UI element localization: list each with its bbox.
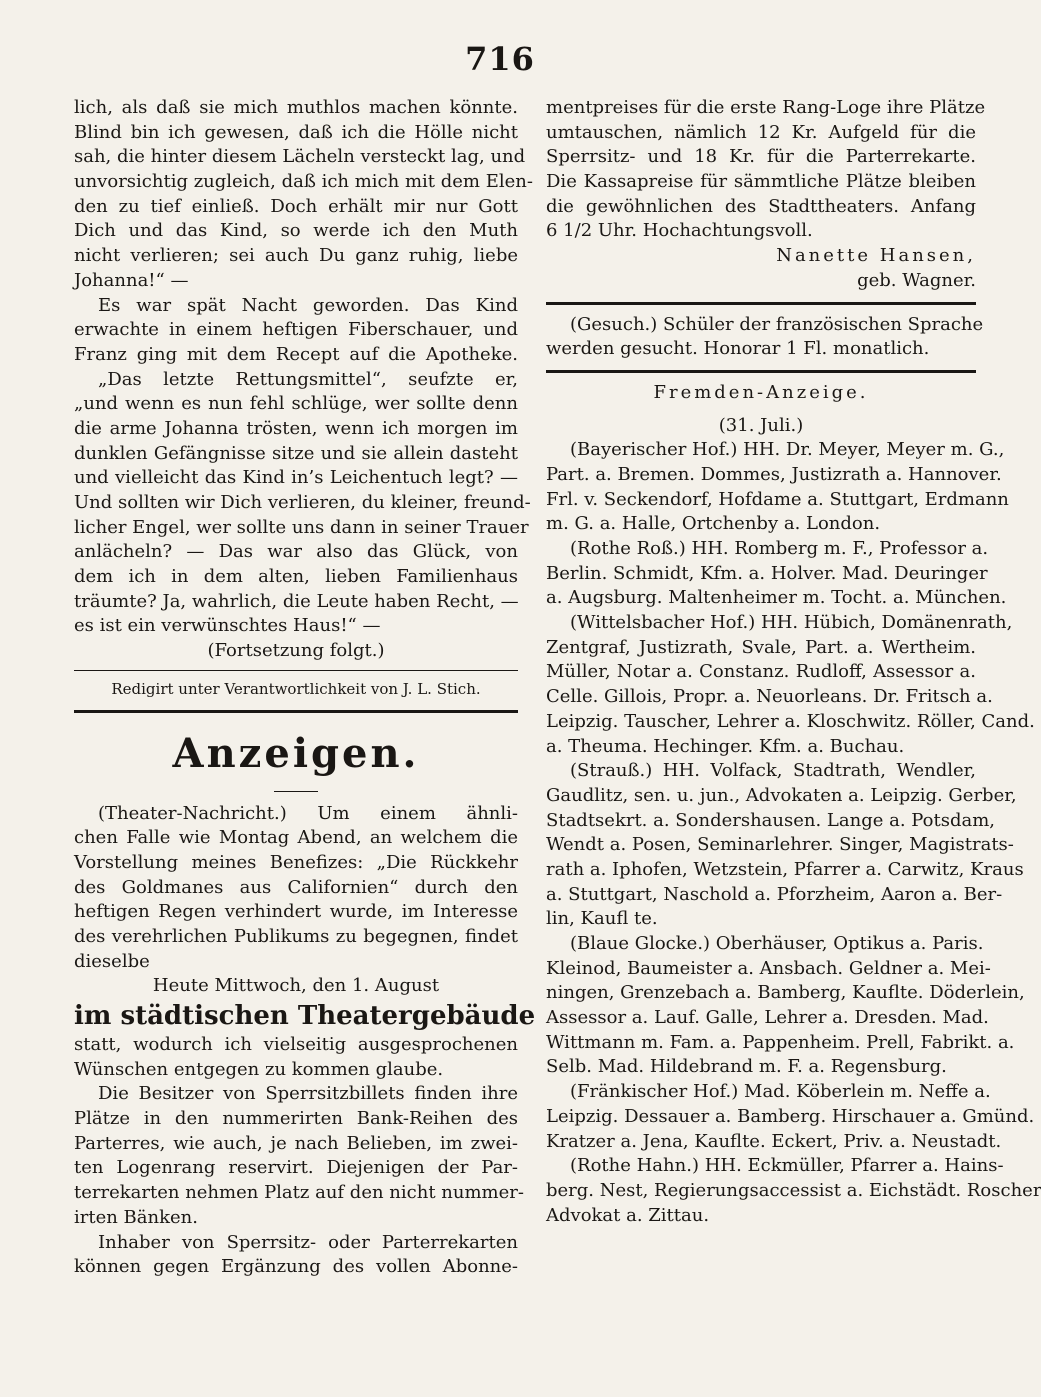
- story-text: [74, 96, 533, 664]
- story-line: lich, als daß sie mich muthlos machen könnte.: [74, 97, 518, 118]
- theater-line: chen Falle wie Montag Abend, an welchem die: [74, 827, 518, 849]
- fremden-line: a. Stuttgart, Naschold a. Pforzheim, Aaron a. Ber-: [546, 883, 1003, 905]
- ads-heading: Anzeigen.: [172, 729, 420, 777]
- divider: [546, 302, 976, 305]
- fremden-line: Kratzer a. Jena, Kauflte. Eckert, Priv. a. Neustadt.: [546, 1130, 1002, 1152]
- story-line: nicht verlieren; sei auch Du ganz ruhig, liebe: [74, 245, 518, 267]
- fremden-line: a. Theuma. Hechinger. Kfm. a. Buchau.: [546, 735, 905, 757]
- theater-venue: im städtischen Theatergebäude: [74, 1001, 536, 1031]
- divider: [74, 670, 518, 671]
- fremden-line: berg. Nest, Regierungsaccessist a. Eichstädt. Roscher: [546, 1179, 1041, 1201]
- gesuch-line: werden gesucht. Honorar 1 Fl. monatlich.: [546, 338, 930, 360]
- fremden-line: Wendt a. Posen, Seminarlehrer. Singer, Magistrats-: [546, 834, 1014, 856]
- fremden-line: Kleinod, Baumeister a. Ansbach. Geldner a. Mei-: [546, 957, 991, 979]
- story-line: „und wenn es nun fehl schlüge, wer sollte denn: [74, 393, 518, 415]
- page-number: 716: [465, 40, 535, 78]
- story-line: Blind bin ich gewesen, daß ich die Hölle nicht: [74, 121, 518, 143]
- gesuch-notice: [546, 313, 984, 362]
- theater-line: die gewöhnlichen des Stadttheaters. Anfang: [546, 195, 976, 217]
- fremden-line: Berlin. Schmidt, Kfm. a. Holver. Mad. Deuringer: [546, 562, 988, 584]
- story-line: sah, die hinter diesem Lächeln versteckt lag, und: [74, 146, 526, 168]
- fremden-line: a. Augsburg. Maltenheimer m. Tocht. a. München.: [546, 587, 1007, 609]
- fremden-line: (Bayerischer Hof.) HH. Dr. Meyer, Meyer m. G.,: [570, 439, 1005, 461]
- story-line: unvorsichtig zugleich, daß ich mich mit dem Elen-: [74, 171, 533, 193]
- theater-line: statt, wodurch ich vielseitig ausgesprochenen: [74, 1034, 518, 1055]
- continued-note: (Fortsetzung folgt.): [207, 640, 385, 662]
- divider: [74, 710, 518, 713]
- theater-line: Sperrsitz- und 18 Kr. für die Parterrekarte.: [546, 146, 976, 168]
- fremden-line: Assessor a. Lauf. Galle, Lehrer a. Dresden. Mad.: [546, 1007, 989, 1029]
- theater-line: des Goldmanes aus Californien“ durch den: [74, 876, 518, 898]
- fremden-line: (Fränkischer Hof.) Mad. Köberlein m. Neffe a.: [570, 1081, 991, 1103]
- signature-name: Nanette Hansen,: [776, 245, 976, 267]
- fremden-line: (Strauß.) HH. Volfack, Stadtrath, Wendler,: [570, 760, 976, 782]
- story-line: Franz ging mit dem Recept auf die Apotheke.: [74, 343, 518, 365]
- fremden-line: Müller, Notar a. Constanz. Rudloff, Assessor a.: [546, 661, 976, 683]
- story-line: dunklen Gefängnisse sitze und sie allein dasteht: [74, 442, 518, 464]
- theater-line: 6 1/2 Uhr. Hochachtungsvoll.: [546, 220, 813, 242]
- right-column: [546, 96, 1041, 1228]
- fremden-line: m. G. a. Halle, Ortchenby a. London.: [546, 513, 881, 535]
- theater-line: können gegen Ergänzung des vollen Abonne-: [74, 1256, 518, 1278]
- story-line: die arme Johanna trösten, wenn ich morgen im: [74, 417, 518, 439]
- fremden-line: Part. a. Bremen. Dommes, Justizrath a. Hannover.: [546, 463, 1002, 485]
- fremden-line: Leipzig. Dessauer a. Bamberg. Hirschauer a. Gmünd.: [546, 1105, 1035, 1127]
- theater-notice-continued: [546, 96, 986, 294]
- fremden-line: Selb. Mad. Hildebrand m. F. a. Regensburg.: [546, 1056, 947, 1078]
- theater-line: dieselbe: [74, 950, 150, 972]
- theater-line: Inhaber von Sperrsitz- oder Parterrekarten: [98, 1231, 518, 1253]
- theater-line: des verehrlichen Publikums zu begegnen, findet: [74, 925, 518, 947]
- story-line: und vielleicht das Kind in’s Leichentuch legt? —: [74, 467, 518, 489]
- fremden-line: Frl. v. Seckendorf, Hofdame a. Stuttgart, Erdmann: [546, 488, 1009, 510]
- theater-line: Die Besitzer von Sperrsitzbillets finden ihre: [98, 1083, 518, 1105]
- story-line: den zu tief einließ. Doch erhält mir nur Gott: [74, 195, 518, 217]
- story-line: es ist ein verwünschtes Haus!“ —: [74, 615, 381, 637]
- story-line: „Das letzte Rettungsmittel“, seufzte er,: [98, 368, 518, 390]
- fremden-date: (31. Juli.): [718, 414, 804, 436]
- theater-line: terrekarten nehmen Platz auf den nicht nummer-: [74, 1182, 524, 1204]
- editor-line: Redigirt unter Verantwortlichkeit von J. L. Stich.: [111, 679, 481, 698]
- fremden-line: Zentgraf, Justizrath, Svale, Part. a. Wertheim.: [546, 636, 976, 658]
- theater-date: Heute Mittwoch, den 1. August: [152, 975, 440, 997]
- theater-line: Vorstellung meines Benefizes: „Die Rückkehr: [74, 851, 518, 873]
- theater-line: ten Logenrang reservirt. Diejenigen der Par-: [74, 1157, 518, 1179]
- theater-line: (Theater-Nachricht.) Um einem ähnli-: [98, 802, 518, 824]
- fremden-line: Gaudlitz, sen. u. jun., Advokaten a. Leipzig. Gerber,: [546, 784, 1017, 806]
- divider: [546, 370, 976, 373]
- theater-line: Die Kassapreise für sämmtliche Plätze bleiben: [546, 171, 976, 193]
- left-column: [74, 96, 536, 1280]
- story-line: Johanna!“ —: [74, 269, 189, 291]
- fremden-line: (Rothe Roß.) HH. Romberg m. F., Professor a.: [570, 538, 989, 559]
- divider: [274, 791, 318, 792]
- fremden-line: Leipzig. Tauscher, Lehrer a. Kloschwitz. Röller, Cand.: [546, 710, 1035, 732]
- story-line: anlächeln? — Das war also das Glück, von: [74, 541, 518, 563]
- theater-line: heftigen Regen verhindert wurde, im Interesse: [74, 901, 518, 923]
- theater-line: Plätze in den nummerirten Bank-Reihen des: [74, 1108, 518, 1130]
- fremden-list: [546, 438, 1041, 1228]
- story-line: dem ich in dem alten, lieben Familienhaus: [74, 566, 518, 588]
- fremden-line: (Rothe Hahn.) HH. Eckmüller, Pfarrer a. Hains-: [570, 1155, 1004, 1177]
- theater-line: umtauschen, nämlich 12 Kr. Aufgeld für die: [546, 121, 976, 143]
- gesuch-line: (Gesuch.) Schüler der französischen Sprache: [570, 313, 984, 335]
- fremden-line: Wittmann m. Fam. a. Pappenheim. Prell, Fabrikt. a.: [546, 1031, 1015, 1053]
- theater-line: irten Bänken.: [74, 1206, 198, 1228]
- story-line: licher Engel, wer sollte uns dann in seiner Trauer: [74, 516, 529, 538]
- theater-line: Wünschen entgegen zu kommen glaube.: [74, 1058, 444, 1080]
- fremden-line: (Blaue Glocke.) Oberhäuser, Optikus a. Paris.: [570, 933, 984, 954]
- story-line: erwachte in einem heftigen Fiberschauer, und: [74, 319, 518, 341]
- theater-notice: [74, 802, 536, 1280]
- fremden-line: Celle. Gillois, Propr. a. Neuorleans. Dr. Fritsch a.: [546, 686, 993, 708]
- fremden-line: (Wittelsbacher Hof.) HH. Hübich, Domänenrath,: [570, 612, 1013, 634]
- fremden-line: rath a. Iphofen, Wetzstein, Pfarrer a. Carwitz, Kraus: [546, 858, 1024, 880]
- signature-born: geb. Wagner.: [857, 269, 976, 291]
- fremden-line: Stadtsekrt. a. Sondershausen. Lange a. Potsdam,: [546, 809, 996, 831]
- fremden-line: lin, Kaufl te.: [546, 908, 658, 930]
- story-line: Es war spät Nacht geworden. Das Kind: [98, 294, 518, 316]
- fremden-line: ningen, Grenzebach a. Bamberg, Kauflte. Döderlein,: [546, 982, 1025, 1004]
- story-line: Und sollten wir Dich verlieren, du kleiner, freund-: [74, 492, 531, 513]
- fremden-heading: Fremden-Anzeige.: [653, 381, 869, 403]
- theater-line: Parterres, wie auch, je nach Belieben, im zwei-: [74, 1132, 518, 1154]
- fremden-line: Advokat a. Zittau.: [546, 1204, 710, 1226]
- theater-line: mentpreises für die erste Rang-Loge ihre Plätze: [546, 97, 986, 118]
- story-line: Dich und das Kind, so werde ich den Muth: [74, 220, 518, 242]
- story-line: träumte? Ja, wahrlich, die Leute haben Recht, —: [74, 590, 519, 612]
